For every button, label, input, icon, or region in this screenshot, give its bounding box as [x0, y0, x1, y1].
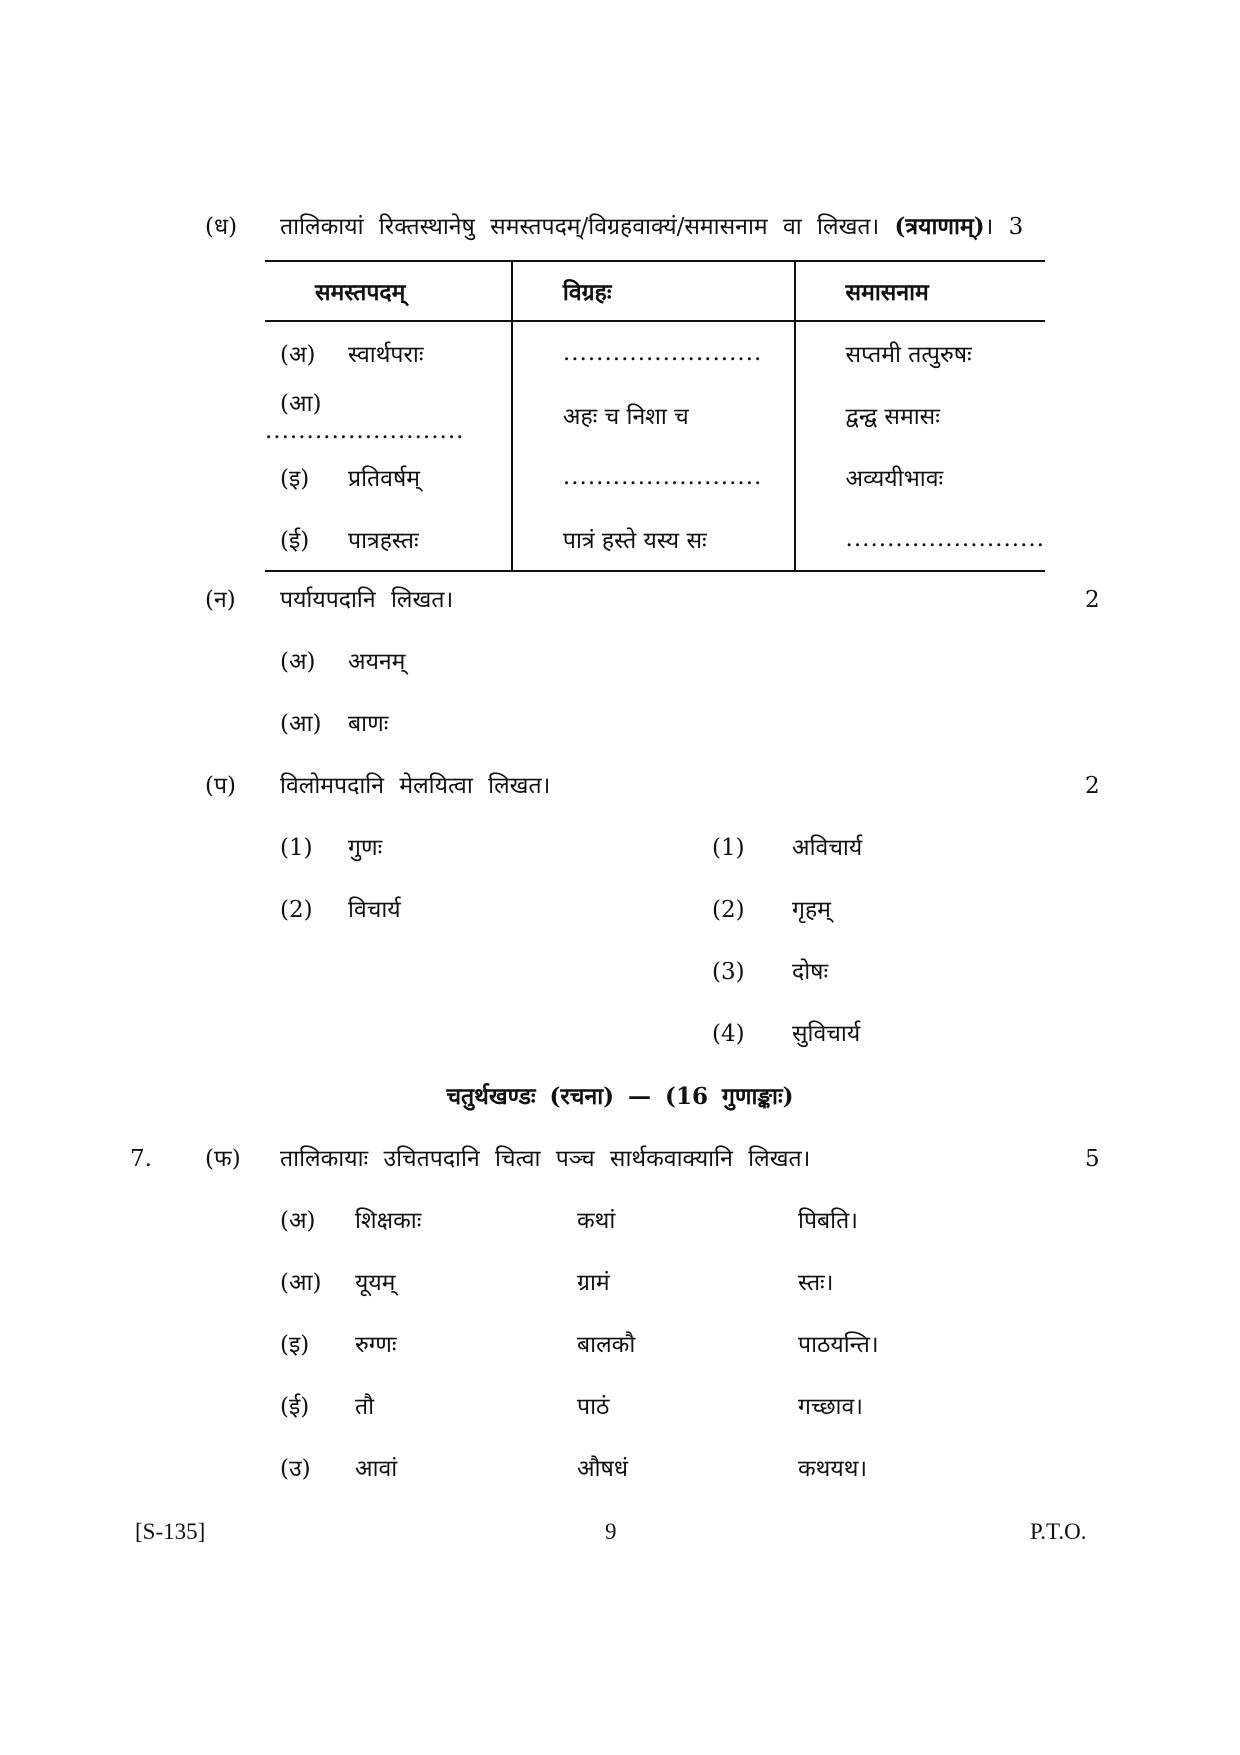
list-item — [712, 833, 862, 863]
row-label: (ई) — [280, 1394, 310, 1420]
marks: । 3 — [984, 214, 1024, 240]
table-row — [265, 321, 1045, 384]
word-cell: कथयथ। — [798, 1456, 868, 1482]
table-row — [265, 508, 1045, 571]
page-number: 9 — [605, 1519, 617, 1544]
item-label: (4) — [712, 1021, 745, 1047]
item-label: (2) — [712, 897, 745, 923]
blank-line: ........................ — [265, 418, 465, 444]
question-instruction: तालिकायाः उचितपदानि चित्वा पञ्च सार्थकवाक्यानि लिखत। — [280, 1146, 811, 1172]
word-cell: औषधं — [577, 1456, 628, 1482]
item-label: (अ) — [280, 649, 316, 675]
word-cell: ग्रामं — [577, 1270, 610, 1296]
word-cell: पिबति। — [798, 1208, 858, 1234]
question-label: (न) — [205, 587, 236, 613]
word-cell: कथां — [577, 1208, 616, 1234]
row-pada: स्वार्थपराः — [348, 342, 424, 368]
table-row — [265, 446, 1045, 508]
list-item — [712, 895, 831, 925]
table-row — [265, 384, 1045, 446]
item-label: (1) — [280, 835, 313, 861]
list-item — [712, 1019, 860, 1049]
row-label: (इ) — [280, 1332, 310, 1358]
instruction-text: तालिकायां रिक्तस्थानेषु समस्तपदम्/विग्रहवाक्यं/समासनाम वा लिखत। — [280, 214, 880, 240]
item-text: बाणः — [348, 711, 389, 737]
item-label: (1) — [712, 835, 745, 861]
paper-code: [S-135] — [135, 1519, 206, 1544]
item-text: गुणः — [348, 835, 383, 861]
row-pada: पात्रहस्तः — [348, 528, 419, 554]
list-item — [712, 957, 828, 987]
row-vigraha: पात्रं हस्ते यस्य सः — [562, 528, 707, 554]
samasa-table — [265, 260, 1045, 572]
item-label: (आ) — [280, 711, 322, 737]
row-label: (आ) — [280, 1270, 322, 1296]
word-cell: पाठयन्ति। — [798, 1332, 879, 1358]
word-cell: पाठं — [577, 1394, 610, 1420]
marks: 5 — [1085, 1146, 1100, 1172]
instruction-bold: (त्रयाणाम्) — [894, 213, 985, 240]
marks: 2 — [1085, 773, 1100, 799]
list-item — [280, 895, 401, 925]
word-cell: आवां — [355, 1456, 398, 1482]
question-number: 7. — [130, 1146, 152, 1172]
list-item — [280, 833, 382, 863]
pto-label: P.T.O. — [1030, 1519, 1087, 1544]
header-samastapadam: समस्तपदम् — [265, 261, 512, 321]
question-instruction: पर्यायपदानि लिखत। — [280, 587, 454, 613]
row-label: (इ) — [280, 466, 310, 492]
item-text: अयनम् — [348, 649, 406, 675]
question-label: (फ) — [205, 1146, 241, 1172]
row-label: (ई) — [280, 528, 310, 554]
word-cell: रुग्णः — [355, 1332, 397, 1358]
item-text: सुविचार्य — [792, 1021, 861, 1047]
row-pada: प्रतिवर्षम् — [348, 466, 420, 492]
question-label: (ध) — [205, 214, 238, 240]
marks: 2 — [1085, 587, 1100, 613]
row-label: (उ) — [280, 1456, 311, 1482]
item-text: अविचार्य — [792, 835, 863, 861]
item-label: (3) — [712, 959, 745, 985]
row-label: (अ) — [280, 342, 316, 368]
word-cell: बालकौ — [577, 1332, 636, 1358]
word-cell: स्तः। — [798, 1270, 834, 1296]
question-instruction — [280, 212, 1023, 242]
list-item — [280, 709, 388, 739]
word-cell: यूयम् — [355, 1270, 396, 1296]
row-label: (आ) — [280, 391, 322, 417]
blank-line: ........................ — [562, 464, 763, 490]
list-item — [280, 647, 405, 677]
header-vigraha: विग्रहः — [512, 261, 795, 321]
row-label: (अ) — [280, 1208, 316, 1234]
item-text: विचार्य — [348, 897, 401, 923]
blank-line: ........................ — [845, 526, 1045, 552]
item-text: दोषः — [792, 959, 829, 985]
question-instruction: विलोमपदानि मेलयित्वा लिखत। — [280, 773, 551, 799]
section-heading: चतुर्थखण्डः (रचना) — (16 गुणाङ्काः) — [446, 1083, 794, 1110]
word-cell: गच्छाव। — [798, 1394, 863, 1420]
word-cell: शिक्षकाः — [355, 1208, 422, 1234]
row-vigraha: अहः च निशा च — [562, 404, 689, 430]
row-nama: द्वन्द्व समासः — [845, 404, 940, 430]
question-label: (प) — [205, 773, 237, 799]
item-label: (2) — [280, 897, 313, 923]
blank-line: ........................ — [562, 340, 763, 366]
word-cell: तौ — [355, 1394, 375, 1420]
row-nama: सप्तमी तत्पुरुषः — [845, 342, 972, 368]
header-samasanama: समासनाम — [795, 261, 1045, 321]
row-nama: अव्ययीभावः — [845, 466, 944, 492]
item-text: गृहम् — [792, 897, 831, 923]
